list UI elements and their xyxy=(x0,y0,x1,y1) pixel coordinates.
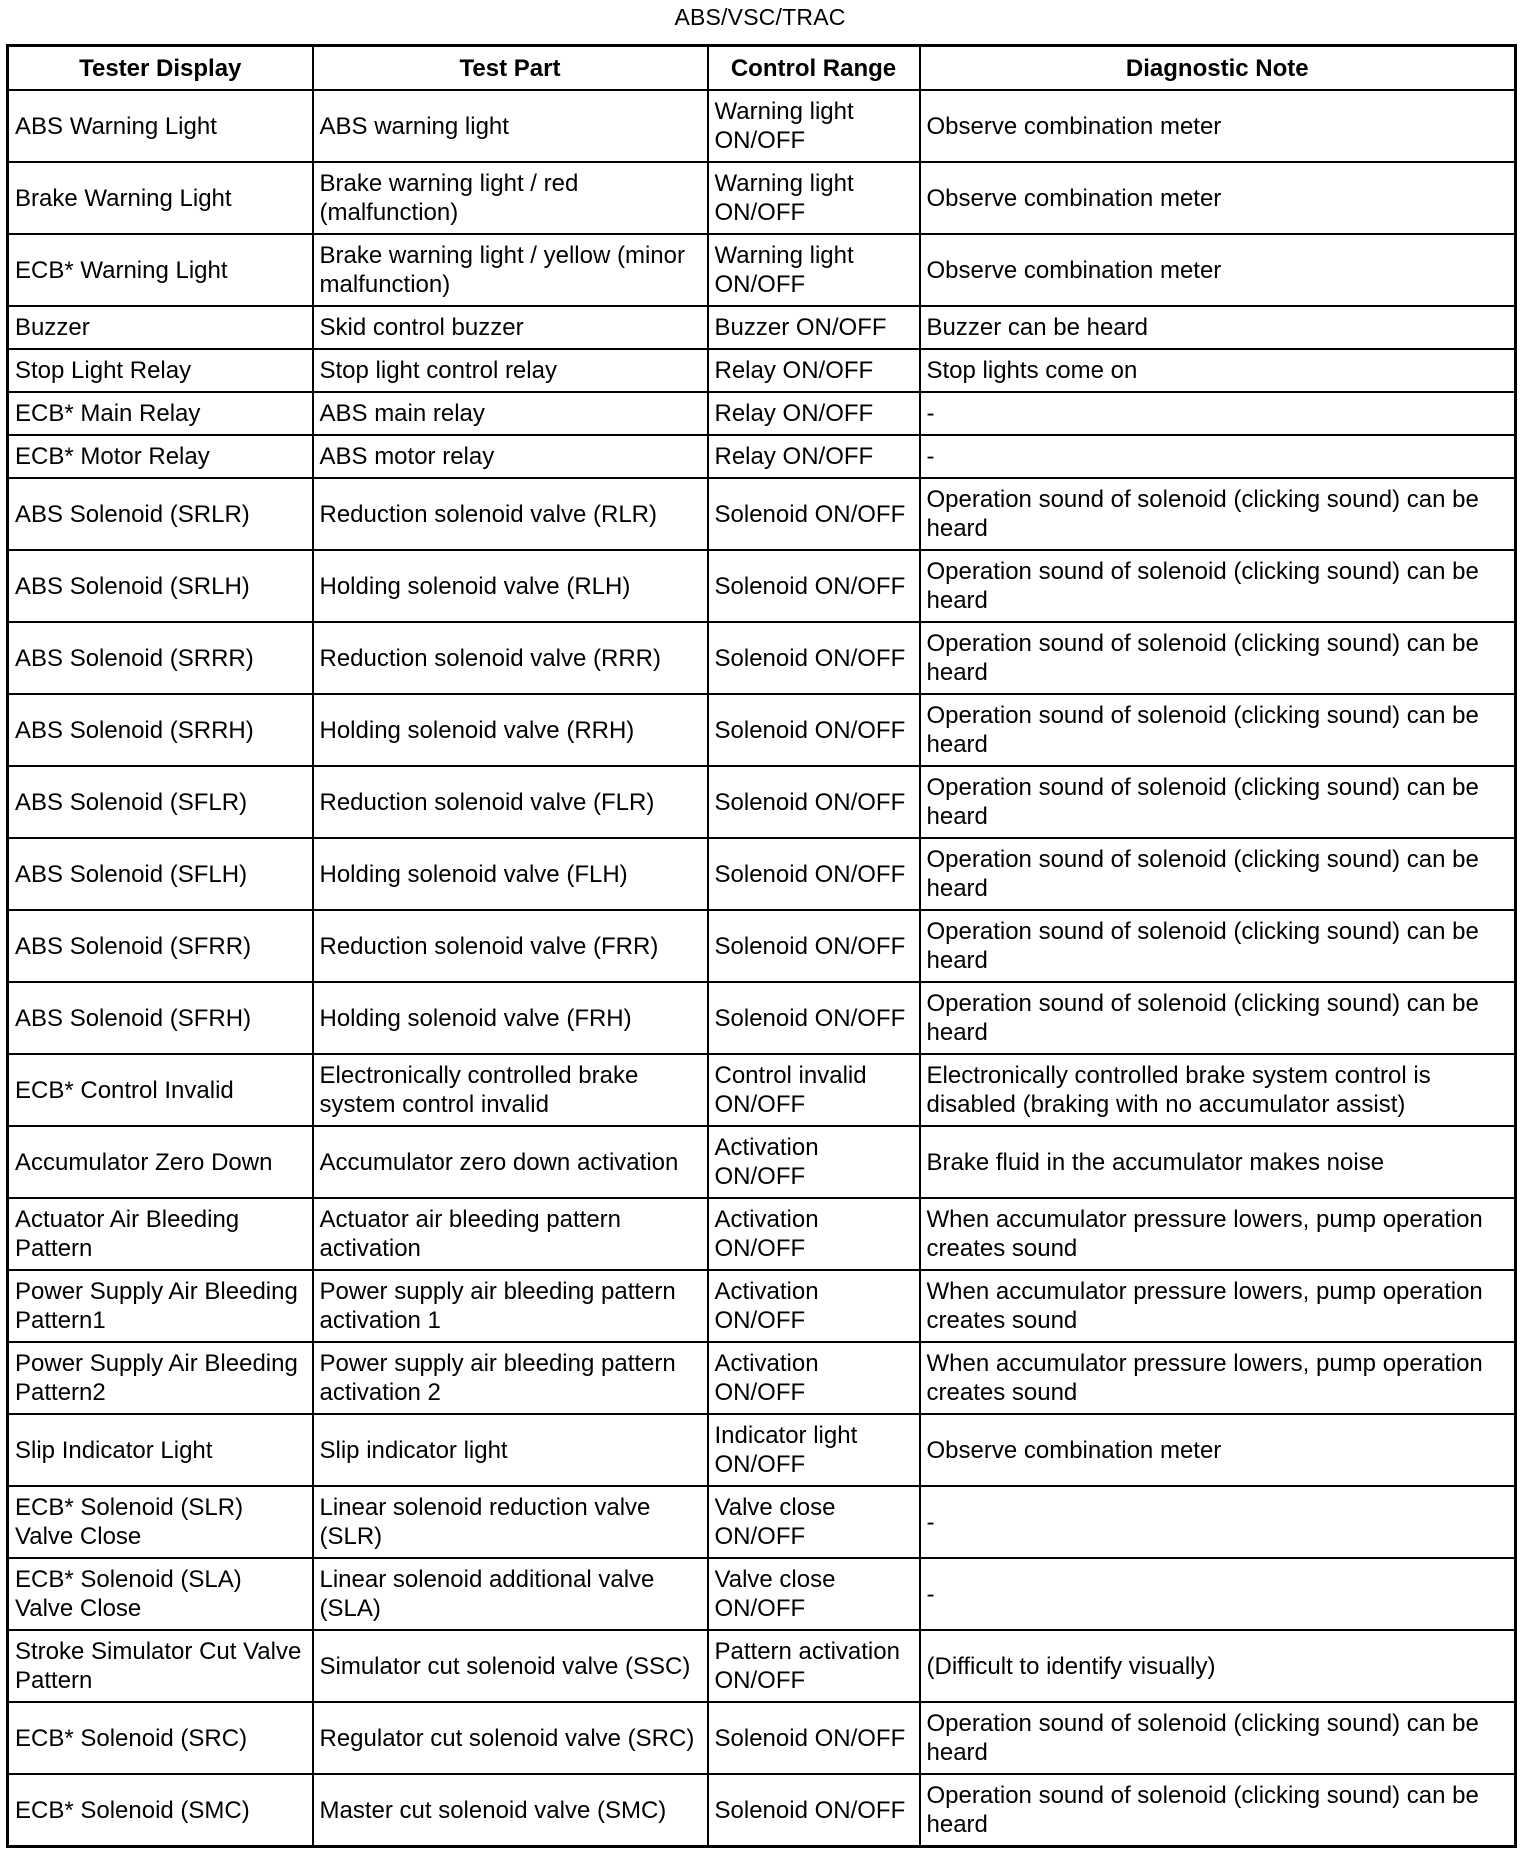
table-row xyxy=(8,1702,1516,1774)
cell-control-range: Solenoid ON/OFF xyxy=(708,838,920,910)
cell-test-part: Linear solenoid reduction valve (SLR) xyxy=(313,1486,708,1558)
column-header-test-part: Test Part xyxy=(313,46,708,91)
column-header-tester-display: Tester Display xyxy=(8,46,313,91)
cell-diagnostic-note: Operation sound of solenoid (clicking sound) can be heard xyxy=(920,766,1516,838)
cell-test-part: Holding solenoid valve (RLH) xyxy=(313,550,708,622)
column-header-diagnostic-note: Diagnostic Note xyxy=(920,46,1516,91)
cell-test-part: Reduction solenoid valve (RLR) xyxy=(313,478,708,550)
cell-control-range: Warning light ON/OFF xyxy=(708,234,920,306)
table-row xyxy=(8,694,1516,766)
table-row xyxy=(8,90,1516,162)
cell-control-range: Indicator light ON/OFF xyxy=(708,1414,920,1486)
table-row xyxy=(8,162,1516,234)
cell-test-part: Master cut solenoid valve (SMC) xyxy=(313,1774,708,1847)
table-row xyxy=(8,1486,1516,1558)
cell-control-range: Solenoid ON/OFF xyxy=(708,478,920,550)
active-test-table xyxy=(6,44,1517,1848)
table-row xyxy=(8,1558,1516,1630)
cell-test-part: Brake warning light / red (malfunction) xyxy=(313,162,708,234)
cell-diagnostic-note: Observe combination meter xyxy=(920,234,1516,306)
cell-test-part: Reduction solenoid valve (RRR) xyxy=(313,622,708,694)
cell-diagnostic-note: Operation sound of solenoid (clicking sound) can be heard xyxy=(920,550,1516,622)
cell-test-part: Linear solenoid additional valve (SLA) xyxy=(313,1558,708,1630)
cell-control-range: Warning light ON/OFF xyxy=(708,90,920,162)
cell-tester-display: Accumulator Zero Down xyxy=(8,1126,313,1198)
cell-diagnostic-note: Observe combination meter xyxy=(920,1414,1516,1486)
cell-test-part: Accumulator zero down activation xyxy=(313,1126,708,1198)
cell-diagnostic-note: Operation sound of solenoid (clicking sound) can be heard xyxy=(920,838,1516,910)
table-row xyxy=(8,1414,1516,1486)
table-row xyxy=(8,349,1516,392)
table-row xyxy=(8,392,1516,435)
table-row xyxy=(8,435,1516,478)
cell-test-part: Holding solenoid valve (FLH) xyxy=(313,838,708,910)
cell-test-part: Simulator cut solenoid valve (SSC) xyxy=(313,1630,708,1702)
cell-control-range: Activation ON/OFF xyxy=(708,1126,920,1198)
cell-test-part: ABS warning light xyxy=(313,90,708,162)
cell-control-range: Solenoid ON/OFF xyxy=(708,550,920,622)
cell-diagnostic-note: Operation sound of solenoid (clicking sound) can be heard xyxy=(920,622,1516,694)
cell-control-range: Buzzer ON/OFF xyxy=(708,306,920,349)
cell-diagnostic-note: Brake fluid in the accumulator makes noise xyxy=(920,1126,1516,1198)
cell-tester-display: Power Supply Air Bleeding Pattern2 xyxy=(8,1342,313,1414)
cell-diagnostic-note: - xyxy=(920,1486,1516,1558)
cell-tester-display: ECB* Motor Relay xyxy=(8,435,313,478)
cell-test-part: ABS main relay xyxy=(313,392,708,435)
cell-diagnostic-note: Electronically controlled brake system control is disabled (braking with no accumulator assist) xyxy=(920,1054,1516,1126)
table-row xyxy=(8,1270,1516,1342)
cell-tester-display: ABS Warning Light xyxy=(8,90,313,162)
cell-test-part: Power supply air bleeding pattern activation 1 xyxy=(313,1270,708,1342)
cell-control-range: Solenoid ON/OFF xyxy=(708,766,920,838)
cell-control-range: Pattern activation ON/OFF xyxy=(708,1630,920,1702)
cell-tester-display: ECB* Main Relay xyxy=(8,392,313,435)
cell-control-range: Activation ON/OFF xyxy=(708,1342,920,1414)
cell-diagnostic-note: When accumulator pressure lowers, pump operation creates sound xyxy=(920,1198,1516,1270)
cell-control-range: Activation ON/OFF xyxy=(708,1198,920,1270)
page-title: ABS/VSC/TRAC xyxy=(674,4,846,30)
cell-diagnostic-note: - xyxy=(920,1558,1516,1630)
table-row xyxy=(8,1630,1516,1702)
cell-diagnostic-note: - xyxy=(920,435,1516,478)
cell-test-part: Holding solenoid valve (RRH) xyxy=(313,694,708,766)
cell-tester-display: ECB* Warning Light xyxy=(8,234,313,306)
table-row xyxy=(8,306,1516,349)
cell-tester-display: ABS Solenoid (SRRH) xyxy=(8,694,313,766)
cell-tester-display: ECB* Solenoid (SLR) Valve Close xyxy=(8,1486,313,1558)
cell-tester-display: ECB* Solenoid (SRC) xyxy=(8,1702,313,1774)
cell-tester-display: Actuator Air Bleeding Pattern xyxy=(8,1198,313,1270)
cell-tester-display: ABS Solenoid (SFRR) xyxy=(8,910,313,982)
cell-diagnostic-note: When accumulator pressure lowers, pump operation creates sound xyxy=(920,1270,1516,1342)
cell-tester-display: ABS Solenoid (SFLR) xyxy=(8,766,313,838)
cell-diagnostic-note: Operation sound of solenoid (clicking sound) can be heard xyxy=(920,982,1516,1054)
cell-control-range: Solenoid ON/OFF xyxy=(708,982,920,1054)
cell-diagnostic-note: Observe combination meter xyxy=(920,90,1516,162)
cell-control-range: Warning light ON/OFF xyxy=(708,162,920,234)
cell-tester-display: ABS Solenoid (SRLH) xyxy=(8,550,313,622)
cell-control-range: Activation ON/OFF xyxy=(708,1270,920,1342)
cell-control-range: Solenoid ON/OFF xyxy=(708,1702,920,1774)
table-row xyxy=(8,1198,1516,1270)
cell-test-part: Reduction solenoid valve (FRR) xyxy=(313,910,708,982)
table-header-row xyxy=(8,46,1516,91)
column-header-control-range: Control Range xyxy=(708,46,920,91)
cell-test-part: Power supply air bleeding pattern activation 2 xyxy=(313,1342,708,1414)
table-row xyxy=(8,766,1516,838)
table-row xyxy=(8,1126,1516,1198)
cell-diagnostic-note: - xyxy=(920,392,1516,435)
cell-tester-display: ECB* Solenoid (SMC) xyxy=(8,1774,313,1847)
table-row xyxy=(8,1054,1516,1126)
cell-diagnostic-note: Operation sound of solenoid (clicking sound) can be heard xyxy=(920,1702,1516,1774)
table-row xyxy=(8,550,1516,622)
cell-diagnostic-note: Operation sound of solenoid (clicking sound) can be heard xyxy=(920,694,1516,766)
cell-control-range: Relay ON/OFF xyxy=(708,435,920,478)
cell-test-part: Regulator cut solenoid valve (SRC) xyxy=(313,1702,708,1774)
cell-control-range: Relay ON/OFF xyxy=(708,392,920,435)
table-body xyxy=(8,90,1516,1847)
cell-tester-display: ECB* Solenoid (SLA) Valve Close xyxy=(8,1558,313,1630)
cell-tester-display: ABS Solenoid (SRLR) xyxy=(8,478,313,550)
cell-tester-display: Slip Indicator Light xyxy=(8,1414,313,1486)
cell-diagnostic-note: Operation sound of solenoid (clicking sound) can be heard xyxy=(920,1774,1516,1847)
cell-test-part: Skid control buzzer xyxy=(313,306,708,349)
cell-test-part: Holding solenoid valve (FRH) xyxy=(313,982,708,1054)
cell-diagnostic-note: When accumulator pressure lowers, pump operation creates sound xyxy=(920,1342,1516,1414)
table-row xyxy=(8,234,1516,306)
cell-tester-display: Buzzer xyxy=(8,306,313,349)
cell-test-part: Stop light control relay xyxy=(313,349,708,392)
table-row xyxy=(8,1774,1516,1847)
cell-control-range: Solenoid ON/OFF xyxy=(708,622,920,694)
cell-tester-display: ABS Solenoid (SFRH) xyxy=(8,982,313,1054)
cell-control-range: Relay ON/OFF xyxy=(708,349,920,392)
cell-diagnostic-note: Operation sound of solenoid (clicking sound) can be heard xyxy=(920,910,1516,982)
cell-test-part: Electronically controlled brake system control invalid xyxy=(313,1054,708,1126)
cell-tester-display: Power Supply Air Bleeding Pattern1 xyxy=(8,1270,313,1342)
cell-tester-display: Brake Warning Light xyxy=(8,162,313,234)
cell-diagnostic-note: Stop lights come on xyxy=(920,349,1516,392)
cell-test-part: Slip indicator light xyxy=(313,1414,708,1486)
cell-tester-display: ABS Solenoid (SFLH) xyxy=(8,838,313,910)
cell-tester-display: ABS Solenoid (SRRR) xyxy=(8,622,313,694)
cell-control-range: Solenoid ON/OFF xyxy=(708,1774,920,1847)
cell-diagnostic-note: Operation sound of solenoid (clicking sound) can be heard xyxy=(920,478,1516,550)
cell-control-range: Solenoid ON/OFF xyxy=(708,910,920,982)
cell-test-part: Brake warning light / yellow (minor malfunction) xyxy=(313,234,708,306)
table-row xyxy=(8,982,1516,1054)
table-row xyxy=(8,1342,1516,1414)
table-row xyxy=(8,478,1516,550)
cell-control-range: Solenoid ON/OFF xyxy=(708,694,920,766)
table-row xyxy=(8,910,1516,982)
cell-diagnostic-note: (Difficult to identify visually) xyxy=(920,1630,1516,1702)
cell-tester-display: Stroke Simulator Cut Valve Pattern xyxy=(8,1630,313,1702)
cell-test-part: ABS motor relay xyxy=(313,435,708,478)
cell-diagnostic-note: Observe combination meter xyxy=(920,162,1516,234)
cell-control-range: Valve close ON/OFF xyxy=(708,1558,920,1630)
cell-diagnostic-note: Buzzer can be heard xyxy=(920,306,1516,349)
cell-control-range: Valve close ON/OFF xyxy=(708,1486,920,1558)
table-row xyxy=(8,838,1516,910)
cell-tester-display: ECB* Control Invalid xyxy=(8,1054,313,1126)
cell-test-part: Reduction solenoid valve (FLR) xyxy=(313,766,708,838)
cell-tester-display: Stop Light Relay xyxy=(8,349,313,392)
cell-test-part: Actuator air bleeding pattern activation xyxy=(313,1198,708,1270)
table-row xyxy=(8,622,1516,694)
cell-control-range: Control invalid ON/OFF xyxy=(708,1054,920,1126)
